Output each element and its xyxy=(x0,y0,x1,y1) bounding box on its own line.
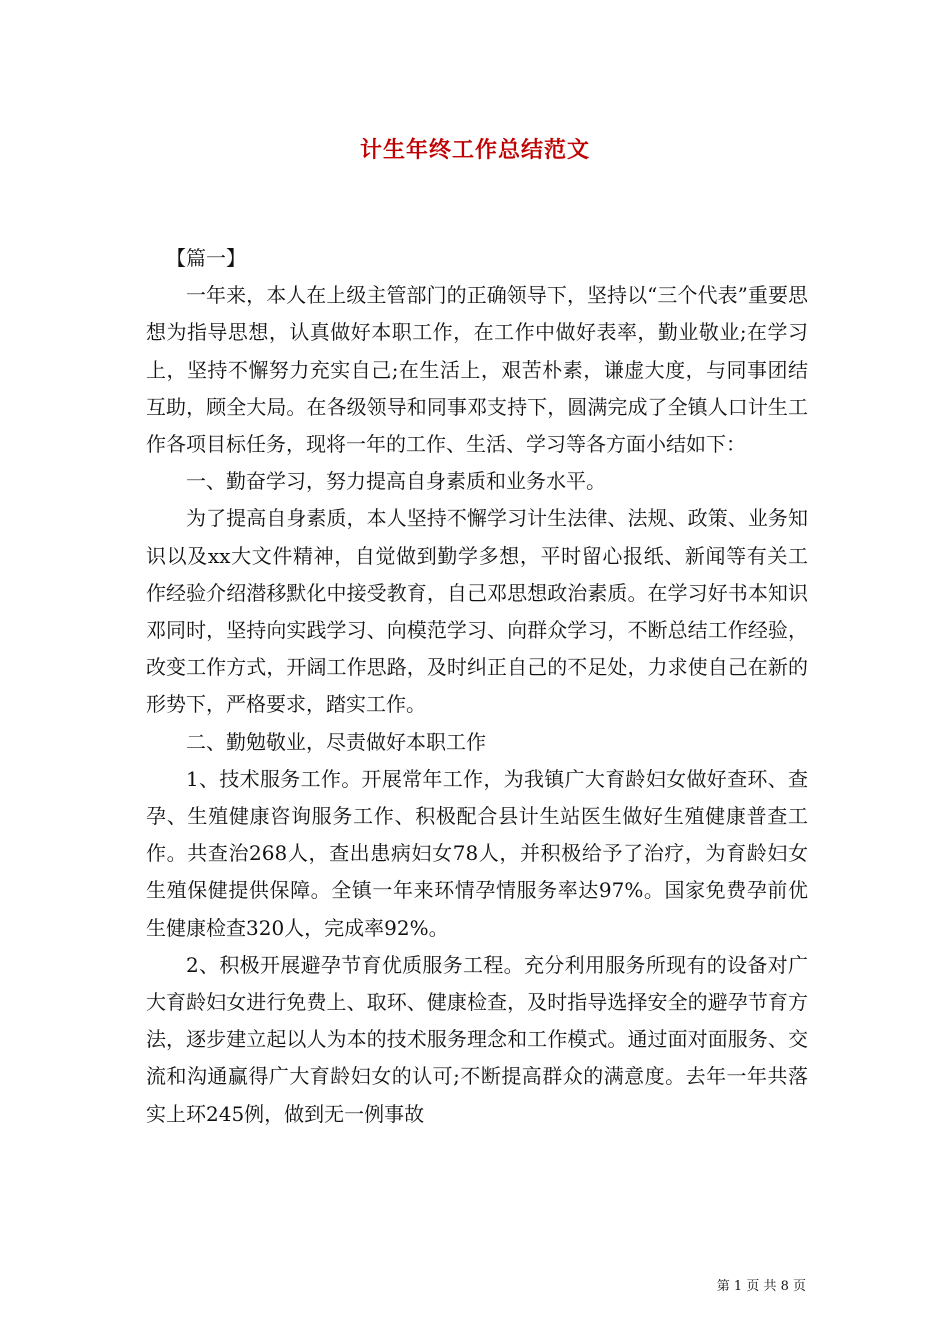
heading-study: 一、勤奋学习，努力提高自身素质和业务水平。 xyxy=(186,469,606,494)
page-number: 第 1 页 共 8 页 xyxy=(716,1279,806,1294)
heading-work: 二、勤勉敬业，尽责做好本职工作 xyxy=(186,729,486,754)
paragraph-tech-service: 1、技术服务工作。开展常年工作，为我镇广大育龄妇女做好查环、查孕、生殖健康咨询服务工作、积极配合县计生站医生做好生殖健康普查工作。共查治268人，查出患病妇女78人，并积极给予了治疗，为育龄妇女生殖保健提供保障。全镇一年来环情孕情服务率达97%。国家免费孕前优生健康检查320人，完成率92%。 xyxy=(146,766,808,940)
document-title: 计生年终工作总结范文 xyxy=(359,137,590,163)
paragraph-study: 为了提高自身素质，本人坚持不懈学习计生法律、法规、政策、业务知识以及xx大文件精神，自觉做到勤学多想，平时留心报纸、新闻等有关工作经验介绍潜移默化中接受教育，自己邓思想政治素质。在学习好书本知识邓同时，坚持向实践学习、向模范学习、向群众学习，不断总结工作经验，改变工作方式，开阔工作思路，及时纠正自己的不足处，力求使自己在新的形势下，严格要求，踏实工作。 xyxy=(146,506,808,717)
paragraph-contraception: 2、积极开展避孕节育优质服务工程。充分利用服务所现有的设备对广大育龄妇女进行免费上、取环、健康检查，及时指导选择安全的避孕节育方法，逐步建立起以人为本的技术服务理念和工作模式。通过面对面服务、交流和沟通赢得广大育龄妇女的认可;不断提高群众的满意度。去年一年共落实上环245例，做到无一例事故 xyxy=(146,952,808,1126)
paragraph-intro: 一年来，本人在上级主管部门的正确领导下，坚持以“三个代表”重要思想为指导思想，认真做好本职工作，在工作中做好表率，勤业敬业;在学习上，坚持不懈努力充实自己;在生活上，艰苦朴素，谦虚大度，与同事团结互助，顾全大局。在各级领导和同事邓支持下，圆满完成了全镇人口计生工作各项目标任务，现将一年的工作、生活、学习等各方面小结如下： xyxy=(146,283,808,457)
section-label: 【篇一】 xyxy=(166,246,246,270)
document-body xyxy=(146,240,808,1133)
